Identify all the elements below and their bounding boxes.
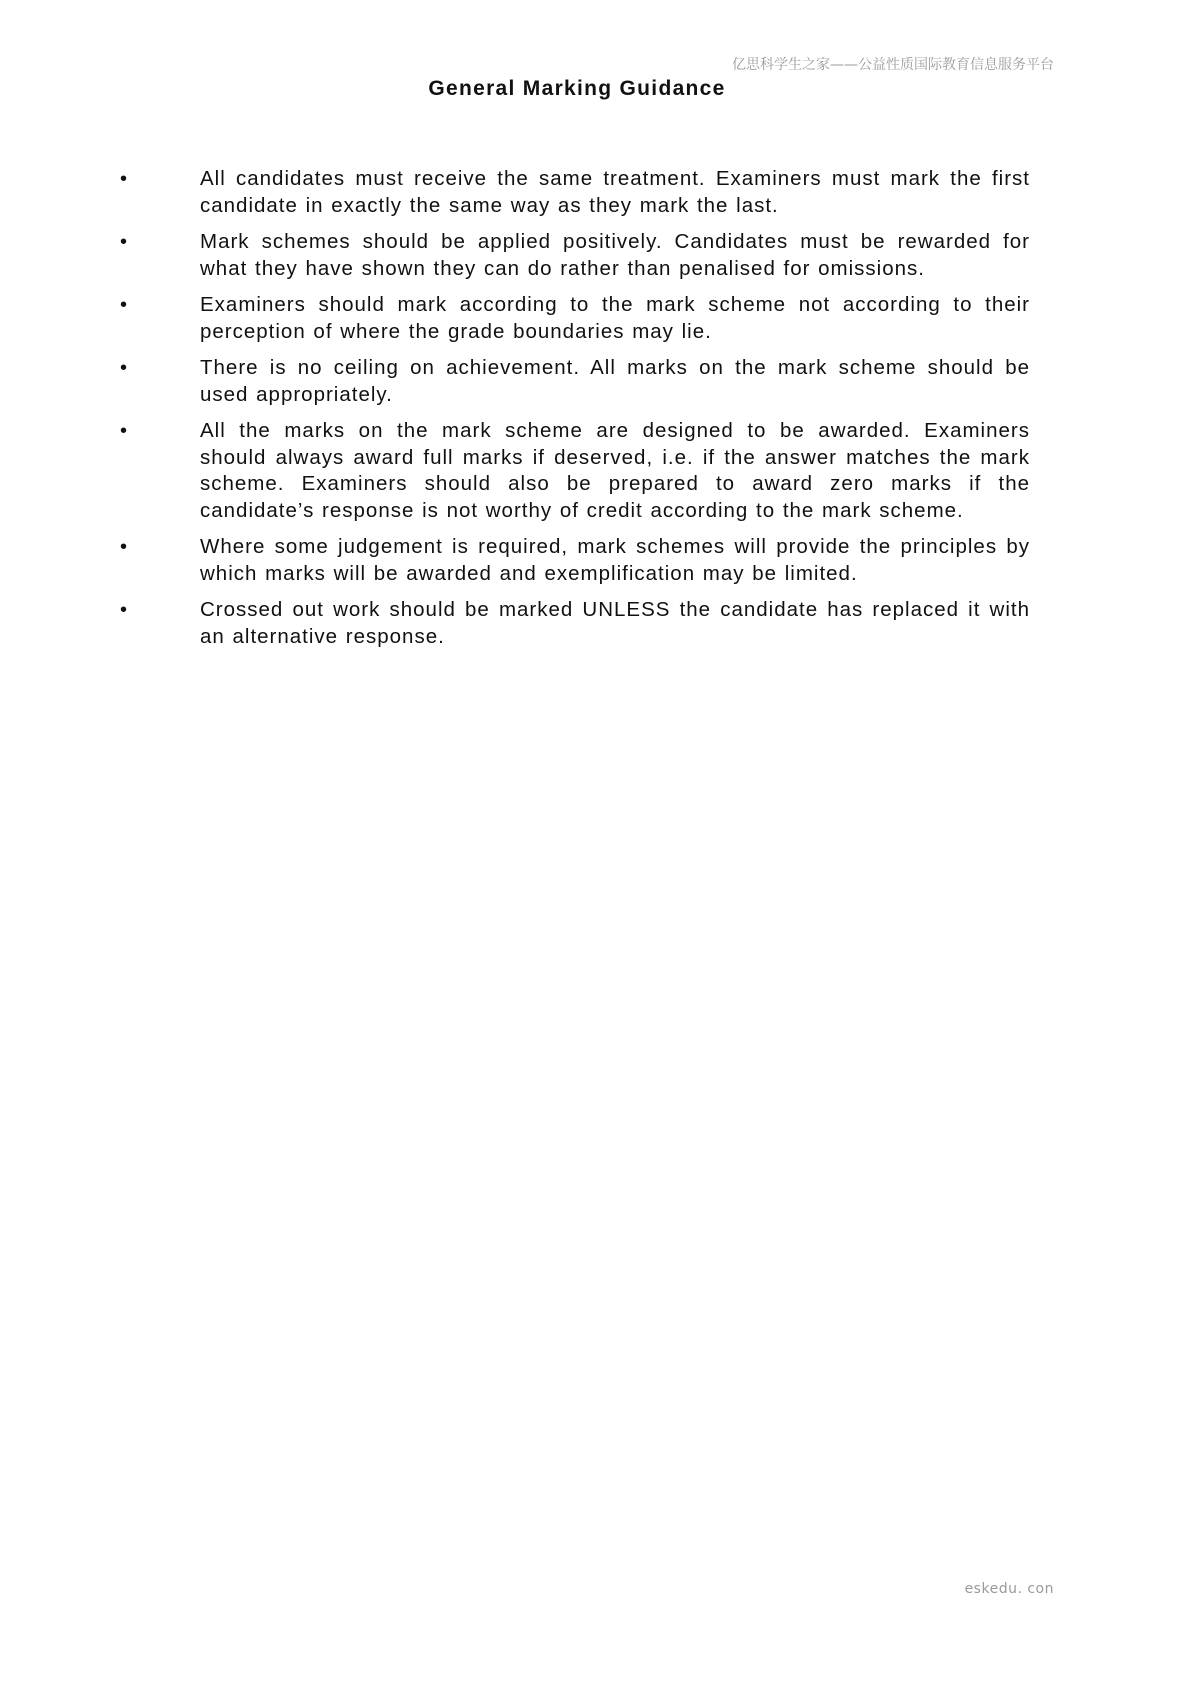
watermark-top-text: 亿思科学生之家——公益性质国际教育信息服务平台 (732, 57, 1054, 73)
bullet-icon: • (120, 420, 129, 442)
list-item-text: All candidates must receive the same treatment. Examiners must mark the first candidate in exactly the same way as they mark the last. (200, 167, 1030, 217)
page-title: General Marking Guidance (428, 77, 726, 100)
list-item (120, 292, 1030, 345)
list-item-text: Crossed out work should be marked UNLESS the candidate has replaced it with an alternative response. (200, 598, 1030, 648)
bullet-icon: • (120, 168, 129, 190)
list-item-text: Mark schemes should be applied positively. Candidates must be rewarded for what they have shown they can do rather than penalised for omissions. (200, 230, 1030, 280)
bullet-icon: • (120, 231, 129, 253)
bullet-icon: • (120, 599, 129, 621)
list-item (120, 229, 1030, 282)
list-item (120, 597, 1030, 650)
list-item-text: All the marks on the mark scheme are designed to be awarded. Examiners should always award full marks if deserved, i.e. if the answer matches the mark scheme. Examiners should also be prepared to award zero marks if the candidate’s response is not worthy of credit according to the mark scheme. (200, 419, 1030, 522)
list-item-text: There is no ceiling on achievement. All marks on the mark scheme should be used appropriately. (200, 356, 1030, 406)
bullet-icon: • (120, 536, 129, 558)
bullet-icon: • (120, 294, 129, 316)
guidance-list (120, 166, 1030, 660)
list-item (120, 418, 1030, 524)
list-item-text: Examiners should mark according to the mark scheme not according to their perception of where the grade boundaries may lie. (200, 293, 1030, 343)
watermark-bottom-text: eskedu. con (964, 1581, 1054, 1597)
bullet-icon: • (120, 357, 129, 379)
list-item (120, 355, 1030, 408)
list-item-text: Where some judgement is required, mark schemes will provide the principles by which marks will be awarded and exemplification may be limited. (200, 535, 1030, 585)
list-item (120, 534, 1030, 587)
list-item (120, 166, 1030, 219)
